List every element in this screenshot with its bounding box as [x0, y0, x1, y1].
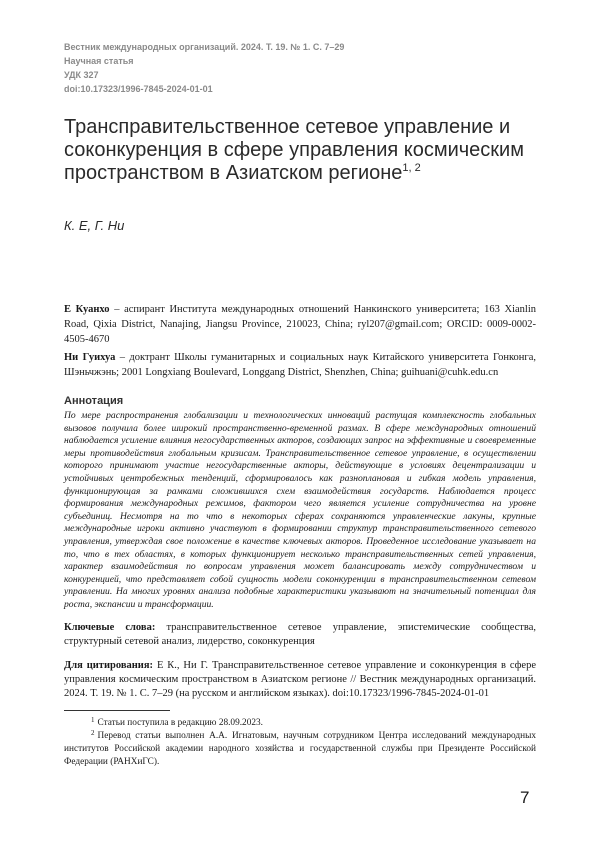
citation-label: Для цитирования: [64, 660, 154, 671]
footnote-mark: 2 [91, 729, 95, 737]
footnotes [64, 717, 536, 769]
citation [64, 659, 536, 701]
title-footnote-marks: 1, 2 [402, 162, 421, 174]
author-info-2 [64, 350, 536, 380]
article-title-text: Трансправительственное сетевое управление и соконкуренция в сфере управления космическим пространством в Азиатском регионе [64, 116, 524, 184]
journal-citation-line: Вестник международных организаций. 2024. Т. 19. № 1. С. 7–29 [64, 42, 345, 52]
footnote-mark: 1 [91, 716, 95, 724]
abstract-heading: Аннотация [64, 395, 124, 407]
keywords-text: трансправительственное сетевое управление, эпистемические сообщества, структурный сетевой анализ, лидерство, соконкуренция [64, 622, 536, 647]
footnote-text: Статьи поступила в редакцию 28.09.2023. [97, 718, 263, 728]
citation-text: Е К., Ни Г. Трансправительственное сетевое управление и соконкуренция в сфере управления космическим пространством в Азиатском регионе // Вестник международных организаций. 2024. Т. 19. № 1. С. 7–29 (на русском и английском языках). doi:10.17323/1996-7845-2024-01-01 [64, 660, 536, 699]
journal-header [64, 40, 544, 96]
footnote-2 [64, 730, 536, 769]
footnote-divider [64, 710, 170, 711]
abstract-text: По мере распространения глобализации и технологических инноваций растущая комплексность глобальных вызовов получила более широкий пространственно-временной размах. В сфере международных отношений наблюдается усиление влияния негосударственных акторов, создающих запрос на эффективные и своевременные меры противодействия глобальным кризисам. Трансправительственное сетевое управление, в осуществлении которого принимают участие негосударственные акторы, действующие в условиях децентрализации и устойчивых центробежных тенденций, сформировалось как разноплановая и гибкая модель управления, функционирующая за рамками сложившихся схем взаимодействия государств. Наблюдается процесс формирования международных режимов, фактором чего является усиление сотрудничества на уровне субъединиц. Несмотря на то что в некоторых сферах сохраняются управленческие лакуны, крупные международные игроки активно участвуют в формировании структур трансправительственного сетевого управления, утверждая свое положение в качестве ключевых акторов. Проведенное исследование указывает на то, что в тех областях, в которых функционирует несколько трансправительственных сетей управления, характер взаимодействия по вопросам управления может балансировать между сотрудничеством и конкуренцией, что представляет собой сущность модели соконкуренции в трансправительственном сетевом управлении. На многих уровнях анализа подобные характеристики указывают на значительный потенциал для роста, экспансии и трансформации. [64, 410, 536, 610]
author-names: К. Е, Г. Ни [64, 218, 125, 233]
footnote-text: Перевод статьи выполнен А.А. Игнатовым, научным сотрудником Центра исследований международных институтов Российской академии народного хозяйства и государственной службы при Президенте Российской Федерации (РАНХиГС). [64, 731, 536, 767]
article-title [64, 116, 544, 185]
page-number: 7 [520, 788, 530, 807]
author-info-1 [64, 302, 536, 347]
author-name: Ни Гуихуа [64, 352, 116, 363]
keywords [64, 621, 536, 649]
author-name: Е Куанхо [64, 304, 110, 315]
author-affiliation: – доктрант Школы гуманитарных и социальных наук Китайского университета Гонконга, Шэньчжэнь; 2001 Longxiang Boulevard, Longgang District, Shenzhen, China; guihuani@cuhk.edu.cn [64, 352, 536, 378]
author-affiliation: – аспирант Института международных отношений Нанкинского университета; 163 Xianlin Road, Qixia District, Nanajing, Jiangsu Province, 210023, China; ryl207@gmail.com; ORCID: 0009-0002-4505-4670 [64, 304, 536, 345]
udk-code: УДК 327 [64, 70, 99, 80]
article-type: Научная статья [64, 56, 134, 66]
doi-line: doi:10.17323/1996-7845-2024-01-01 [64, 84, 213, 94]
footnote-1 [64, 717, 536, 730]
keywords-label: Ключевые слова: [64, 622, 156, 633]
